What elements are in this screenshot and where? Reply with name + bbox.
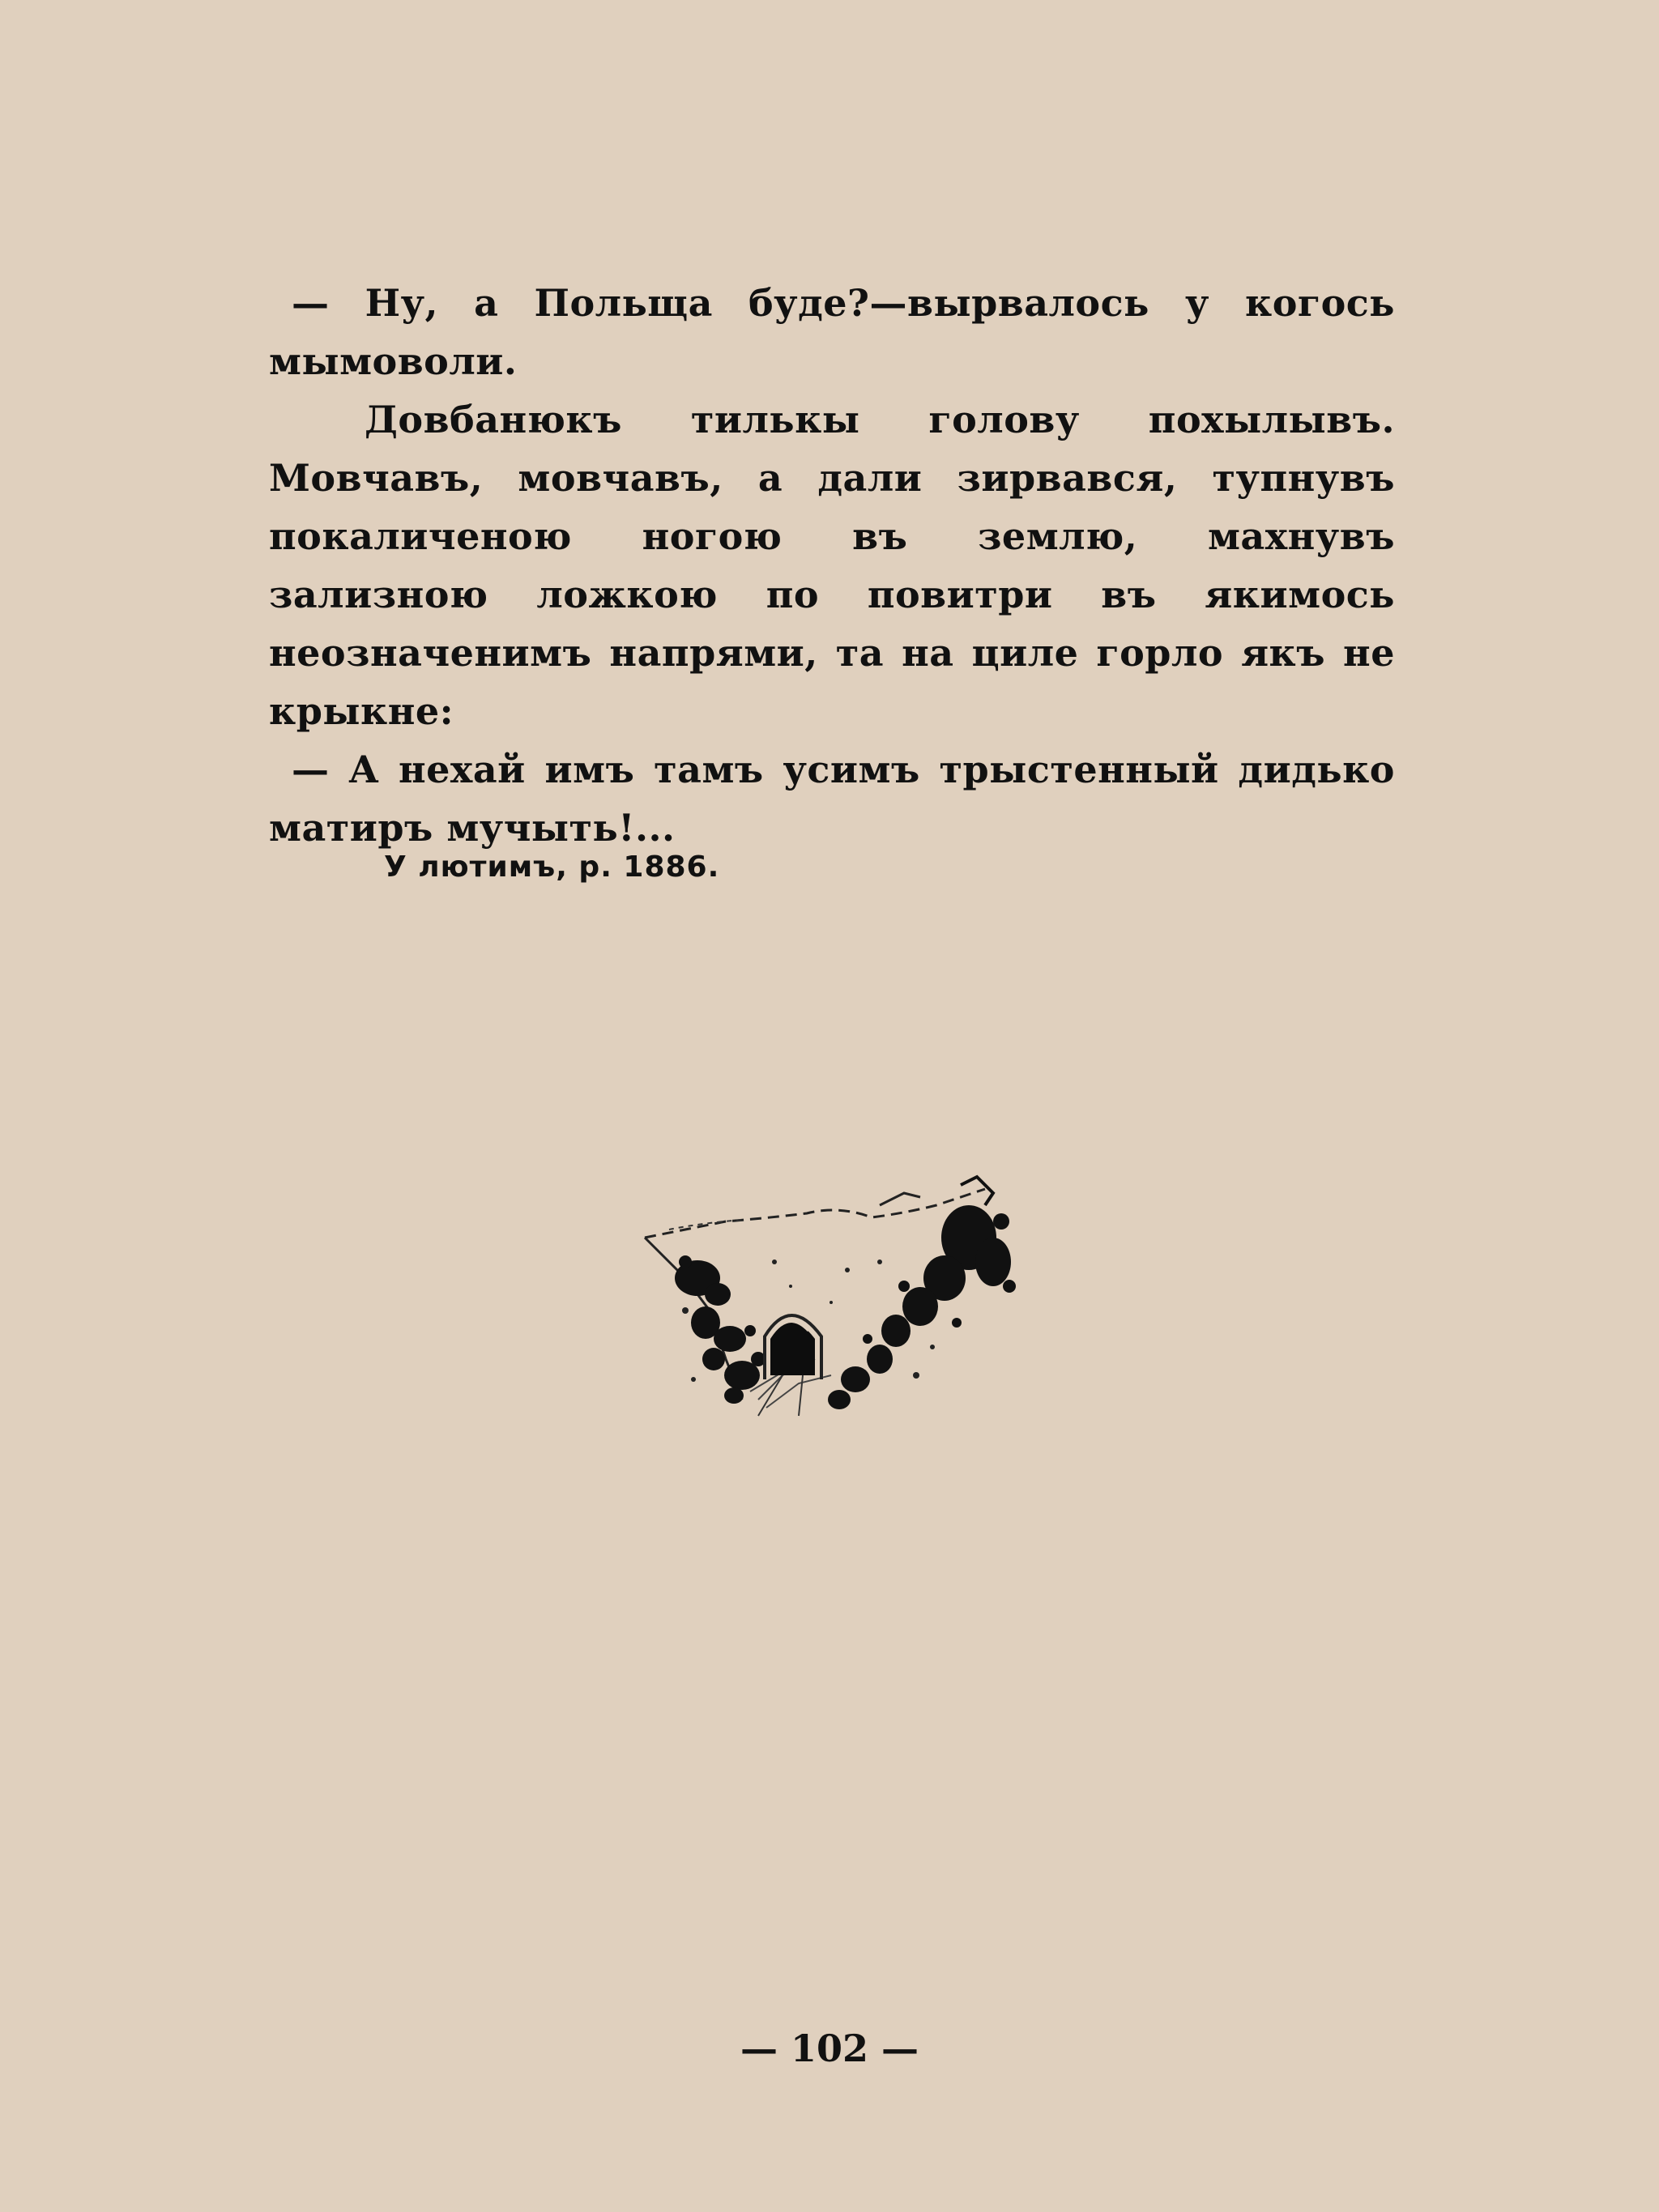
paragraph-1: — Ну, а Польща буде?—вырвалось у когось мымоволи. [269, 281, 1395, 383]
landscape-tunnel-vignette-icon [637, 1173, 1026, 1424]
paragraph-2: Довбанюкъ тилькы голову похылывъ. Мовчавъ, мовчавъ, а дали зирвався, тупнувъ покаличеною ногою въ землю, махнувъ зализною ложкою по повитри въ якимось неозначенимъ напрями, та на циле горло якъ не крыкне: [269, 398, 1395, 733]
main-text [269, 274, 1395, 857]
paragraph-3: — А нехай имъ тамъ усимъ трыстенный дидько матиръ мучыть!... [269, 748, 1395, 850]
page-number: — 102 — [740, 2027, 919, 2070]
date-signature: У лютимъ, р. 1886. [384, 850, 720, 884]
